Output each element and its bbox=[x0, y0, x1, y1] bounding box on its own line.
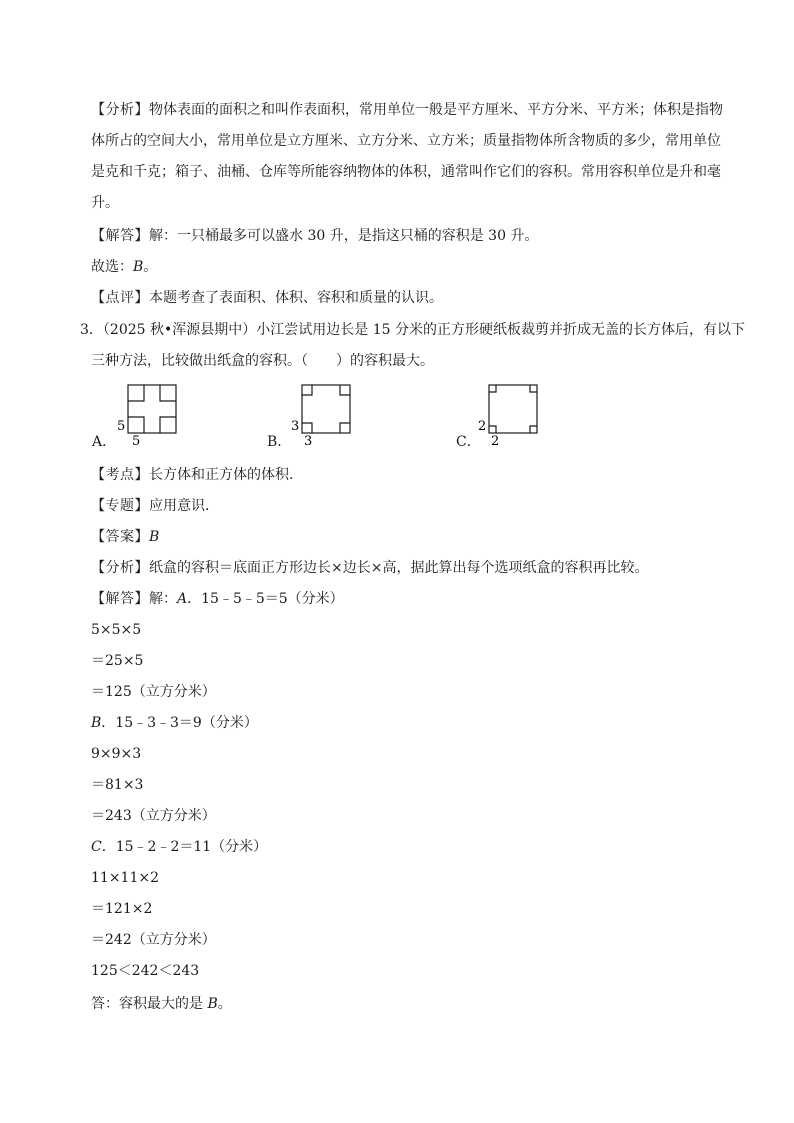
zhuanti-text: 应用意识． bbox=[149, 498, 219, 514]
comment-line bbox=[91, 288, 721, 308]
cut-square-c bbox=[477, 382, 547, 448]
option-b-figure bbox=[290, 382, 360, 448]
solution3-step: ＝243（立方分米） bbox=[91, 808, 216, 824]
conclusion-suffix: 。 bbox=[217, 996, 232, 1012]
conclusion-choice: B bbox=[207, 996, 218, 1012]
solution3-step: ＝242（立方分米） bbox=[91, 932, 216, 948]
analysis3-line bbox=[91, 558, 721, 578]
solution3-step bbox=[91, 837, 721, 857]
option-b-label: B． bbox=[267, 434, 292, 450]
analysis3-text: 纸盒的容积＝底面正方形边长×边长×高，据此算出每个选项纸盒的容积再比较。 bbox=[149, 560, 649, 576]
analysis-line-4: 升。 bbox=[91, 195, 119, 211]
solution3-step: ＝25×5 bbox=[91, 653, 144, 669]
option-c-label: C． bbox=[456, 434, 481, 450]
comment-text: 本题考查了表面积、体积、容积和质量的认识。 bbox=[149, 290, 443, 306]
solution3-step: ＝125（立方分米） bbox=[91, 684, 216, 700]
answer-line bbox=[91, 527, 721, 547]
solution3-step: 11×11×2 bbox=[91, 870, 159, 886]
kaodian-tag: 【考点】 bbox=[91, 467, 149, 483]
question-number: 3． bbox=[80, 322, 103, 338]
cut-bottom-b: 3 bbox=[304, 434, 313, 448]
solution-line bbox=[91, 226, 721, 246]
analysis-line-1 bbox=[91, 100, 721, 120]
solution3-step: ＝81×3 bbox=[91, 777, 144, 793]
cut-square-a bbox=[114, 382, 184, 448]
comment-tag: 【点评】 bbox=[91, 290, 149, 306]
cut-bottom-a: 5 bbox=[132, 434, 141, 448]
step-text: ．15﹣5﹣5＝5（分米） bbox=[187, 591, 344, 607]
option-a-figure bbox=[114, 382, 184, 448]
step-label: A bbox=[177, 591, 188, 607]
cut-side-a: 5 bbox=[117, 419, 126, 434]
cut-side-b: 3 bbox=[291, 419, 300, 434]
step-label: B bbox=[91, 715, 102, 731]
option-c-figure bbox=[477, 382, 547, 448]
answer-tag: 【答案】 bbox=[91, 529, 149, 545]
question-text-1: （2025 秋•浑源县期中）小江尝试用边长是 15 分米的正方形硬纸板裁剪并折成无盖的长方体后，有以下 bbox=[102, 322, 745, 338]
conclusion-prefix: 答：容积最大的是 bbox=[91, 996, 208, 1012]
analysis-tag: 【分析】 bbox=[91, 102, 149, 118]
cut-bottom-c: 2 bbox=[491, 434, 500, 448]
solution-tag: 【解答】 bbox=[91, 228, 149, 244]
solution3-line-0 bbox=[91, 589, 721, 609]
solution-text: 解：一只桶最多可以盛水 30 升，是指这只桶的容积是 30 升。 bbox=[149, 228, 539, 244]
solution3-step: ＝121×2 bbox=[91, 901, 153, 917]
step-text: ．15﹣3﹣3＝9（分米） bbox=[101, 715, 258, 731]
choice-prefix: 故选： bbox=[91, 259, 133, 275]
analysis-line-3: 是克和千克；箱子、油桶、仓库等所能容纳物体的体积，通常叫作它们的容积。常用容积单位是升和毫 bbox=[91, 164, 721, 180]
solution3-step bbox=[91, 713, 721, 733]
choice-line bbox=[91, 257, 721, 277]
question-line-2: 三种方法，比较做出纸盒的容积。（ ）的容积最大。 bbox=[91, 353, 434, 369]
cut-square-b bbox=[290, 382, 360, 448]
analysis-text: 物体表面的面积之和叫作表面积，常用单位一般是平方厘米、平方分米、平方米；体积是指物 bbox=[149, 102, 723, 118]
question-line-1 bbox=[80, 320, 745, 340]
kaodian-line bbox=[91, 465, 721, 485]
option-a-label: A． bbox=[92, 434, 117, 450]
solution3-step: 5×5×5 bbox=[91, 622, 142, 638]
conclusion-line bbox=[91, 994, 721, 1014]
zhuanti-tag: 【专题】 bbox=[91, 498, 149, 514]
analysis-line-2: 体所占的空间大小，常用单位是立方厘米、立方分米、立方米；质量指物体所含物质的多少，常用单位 bbox=[91, 133, 721, 149]
step-text: ．15﹣2﹣2＝11（分米） bbox=[101, 839, 268, 855]
kaodian-text: 长方体和正方体的体积． bbox=[149, 467, 303, 483]
step-label: C bbox=[91, 839, 102, 855]
analysis3-tag: 【分析】 bbox=[91, 560, 149, 576]
cut-side-c: 2 bbox=[478, 419, 487, 434]
zhuanti-line bbox=[91, 496, 721, 516]
solution3-step: 9×9×3 bbox=[91, 746, 142, 762]
solution3-step: 125＜242＜243 bbox=[91, 963, 200, 979]
solution3-tag: 【解答】 bbox=[91, 591, 149, 607]
choice-suffix: 。 bbox=[143, 259, 158, 275]
solution3-intro: 解： bbox=[149, 591, 177, 607]
answer-value: B bbox=[149, 529, 160, 545]
choice-value: B bbox=[133, 259, 144, 275]
